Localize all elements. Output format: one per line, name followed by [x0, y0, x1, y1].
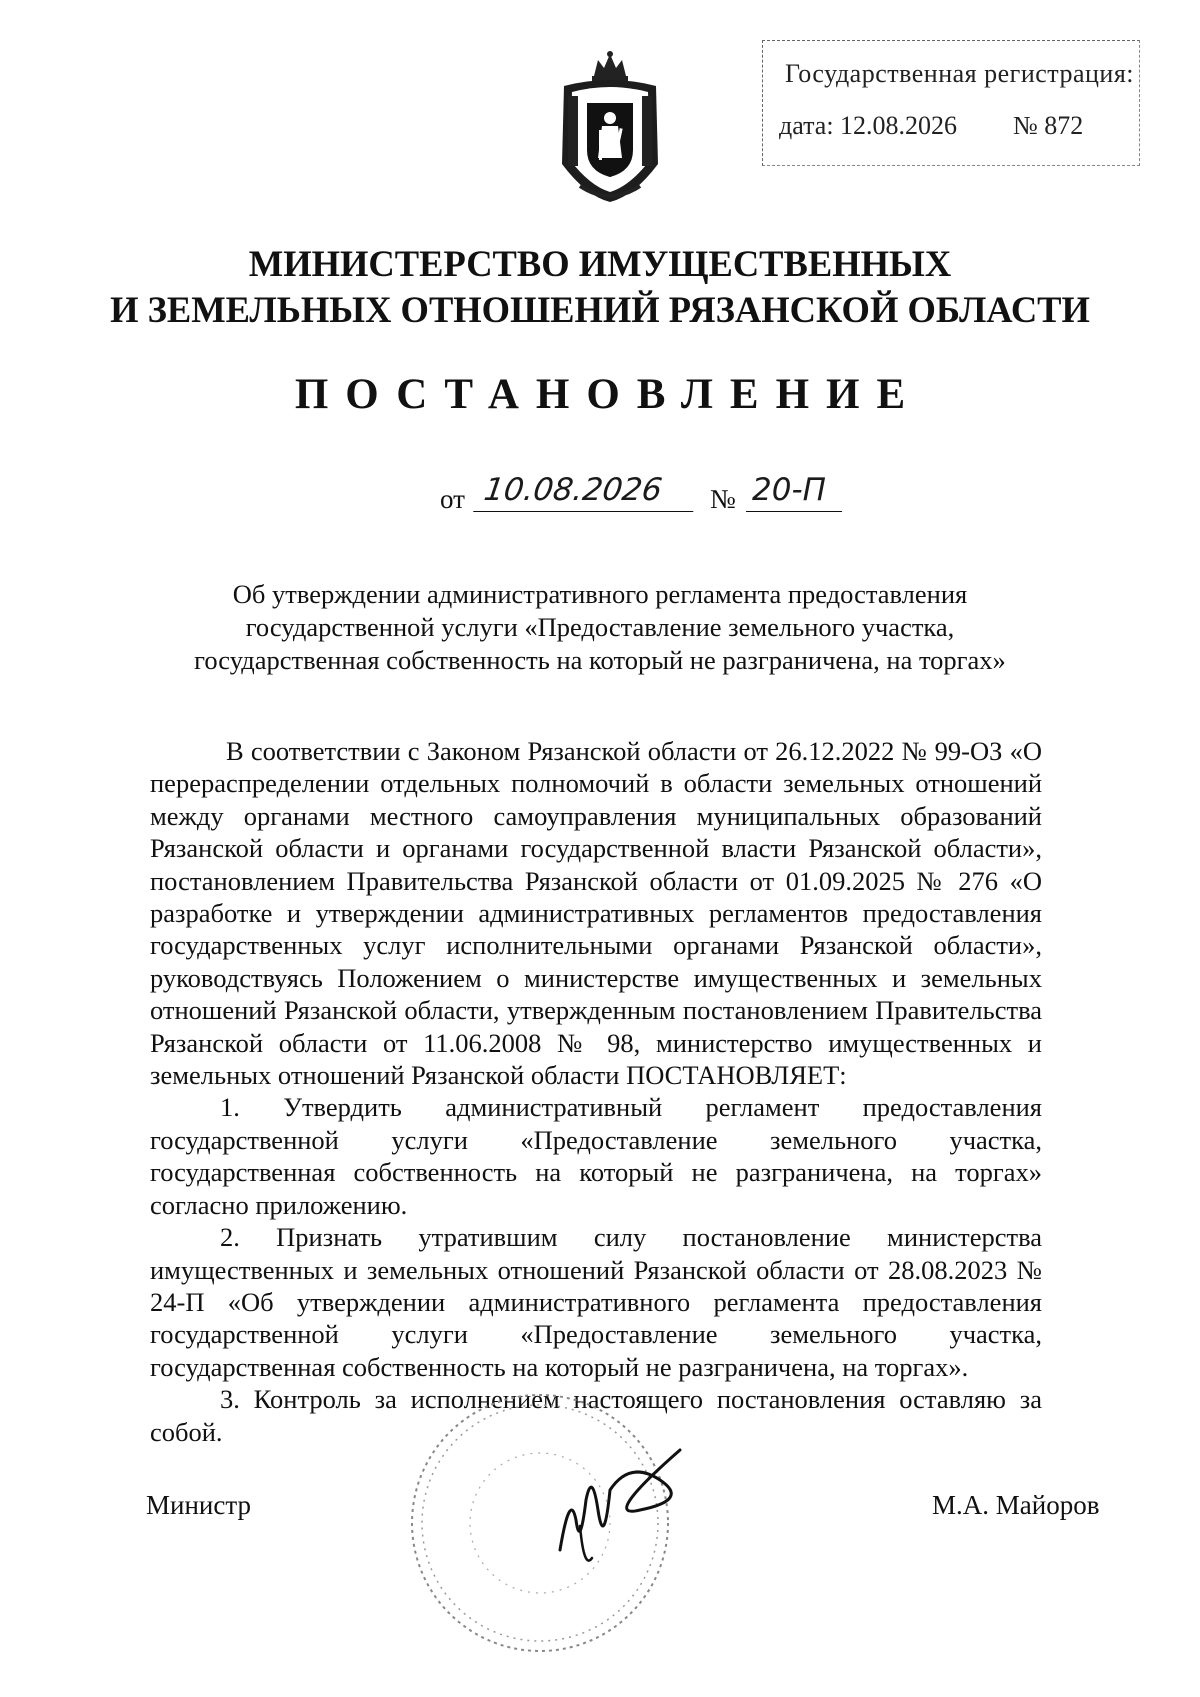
- registration-title: Государственная регистрация:: [785, 59, 1135, 88]
- resolution-item-2: 2. Признать утратившим силу постановление министерства имущественных и земельных отношений Рязанской области от 28.08.2023 № 24-П «Об утверждении административного регламента предоставления государственной услуги «Предоставление земельного участка, государственная собственность на который не разграничена, на торгах».: [150, 1222, 1042, 1382]
- document-subject: Об утверждении административного регламента предоставления государственной услуги «Предоставление земельного участка, государственная собственность на который не разграничена, на торгах»: [194, 579, 1006, 675]
- handwritten-number: 20-П: [746, 472, 842, 512]
- handwritten-signature: [540, 1430, 710, 1580]
- document-type-title: ПОСТАНОВЛЕНИЕ: [294, 371, 923, 418]
- registration-date: дата: 12.08.2026: [779, 111, 958, 140]
- resolution-item-3: 3. Контроль за исполнением настоящего постановления оставляю за собой.: [150, 1384, 1042, 1447]
- registration-stamp: [762, 40, 1140, 166]
- document-date-number-line: [440, 474, 860, 524]
- coat-of-arms-icon: [554, 46, 666, 206]
- resolution-item-1: 1. Утвердить административный регламент предоставления государственной услуги «Предоставление земельного участка, государственная собственность на который не разграничена, на торгах» согласно приложению.: [150, 1092, 1042, 1220]
- date-from-label: от: [440, 484, 465, 514]
- number-label: №: [710, 484, 736, 514]
- handwritten-date: 10.08.2026: [473, 472, 699, 512]
- document-body: [150, 735, 1042, 1448]
- registration-number: № 872: [1013, 111, 1084, 140]
- ministry-name-line-1: МИНИСТЕРСТВО ИМУЩЕСТВЕННЫХ: [248, 243, 952, 284]
- signer-position: Министр: [146, 1490, 251, 1520]
- ministry-name-line-2: И ЗЕМЕЛЬНЫХ ОТНОШЕНИЙ РЯЗАНСКОЙ ОБЛАСТИ: [110, 289, 1090, 330]
- signer-name: М.А. Майоров: [932, 1490, 1100, 1520]
- preamble-paragraph: В соответствии с Законом Рязанской области от 26.12.2022 № 99-ОЗ «О перераспределении отдельных полномочий в области земельных отношений между органами местного самоуправления муниципальных образований Рязанской области и органами государственной власти Рязанской области», постановлением Правительства Рязанской области от 01.09.2025 № 276 «О разработке и утверждении административных регламентов предоставления государственных услуг исполнительными органами Рязанской области», руководствуясь Положением о министерстве имущественных и земельных отношений Рязанской области, утвержденным постановлением Правительства Рязанской области от 11.06.2008 № 98, министерство имущественных и земельных отношений Рязанской области ПОСТАНОВЛЯЕТ:: [150, 736, 1042, 1091]
